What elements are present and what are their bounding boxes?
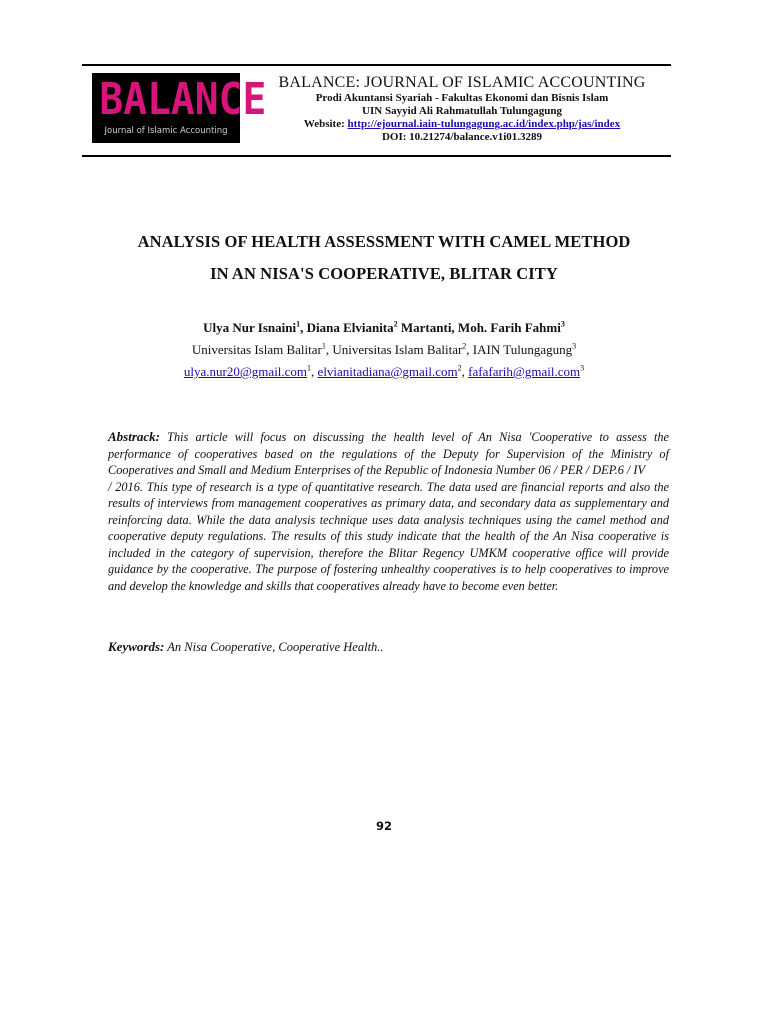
abstract-text: This article will focus on discussing the health level of An Nisa 'Cooperative to assess the performance of cooperatives based on the regulations of the Deputy for Supervision of the Ministry of Cooperatives and Small and Medium Enterprises of the Republic of Indonesia Number 06 / PER / DEP.6 / IV xyxy=(108,430,669,477)
keywords-label: Keywords: xyxy=(108,639,165,654)
journal-header xyxy=(252,74,672,144)
website-label: Website: xyxy=(303,118,348,130)
affiliation-name: IAIN Tulungagung xyxy=(472,342,573,357)
page-number: 92 xyxy=(375,819,392,833)
affiliation-sep: , xyxy=(466,342,473,357)
email-link[interactable]: fafafarih@gmail.com xyxy=(468,364,581,379)
doi-label: DOI: xyxy=(381,131,410,143)
keywords-text: An Nisa Cooperative, Cooperative Health.. xyxy=(167,640,384,654)
email-link[interactable]: elvianitadiana@gmail.com xyxy=(317,364,458,379)
paper-title-line1: ANALYSIS OF HEALTH ASSESSMENT WITH CAMEL METHOD xyxy=(137,232,631,251)
affiliation-list xyxy=(60,342,708,358)
abstract-text-continued: / 2016. This type of research is a type of quantitative research. The data used are financial reports and also the results of interviews from management cooperatives as primary data, and secondary data as supplementary and reinforcing data. While the data analysis technique uses data analysis techniques using the camel method and cooperative deputy regulations. The results of this study indicate that the health of the An Nisa cooperative is included in the category of supervision, therefore the Blitar Regency UMKM cooperative office will provide guidance by the cooperative. The purpose of fostering unhealthy cooperatives is to help cooperatives to improve and develop the knowledge and skills that cooperatives already have to become even better. xyxy=(108,479,669,593)
abstract xyxy=(108,429,669,594)
header-bottom-rule xyxy=(82,155,671,157)
journal-university: UIN Sayyid Ali Rahmatullah Tulungagung xyxy=(362,105,562,117)
abstract-label: Abstrack: xyxy=(108,429,160,444)
journal-title: BALANCE: JOURNAL OF ISLAMIC ACCOUNTING xyxy=(278,74,646,91)
affiliation-sup: 2 xyxy=(462,341,467,351)
author-name: Martanti, Moh. Farih Fahmi xyxy=(400,320,561,335)
author-sup: 1 xyxy=(296,319,301,329)
journal-doi xyxy=(252,131,672,144)
journal-program: Prodi Akuntansi Syariah - Fakultas Ekonomi dan Bisnis Islam xyxy=(315,92,609,104)
keywords xyxy=(108,639,669,655)
logo-wordmark: BALANCE xyxy=(99,74,267,125)
email-link[interactable]: ulya.nur20@gmail.com xyxy=(183,364,308,379)
email-sup: 1 xyxy=(307,363,312,373)
author-sep: , xyxy=(300,320,307,335)
author-list xyxy=(60,320,708,336)
logo-subtitle: Journal of Islamic Accounting xyxy=(104,126,228,136)
affiliation-sep: , xyxy=(325,342,333,357)
website-link[interactable]: http://ejournal.iain-tulungagung.ac.id/index.php/jas/index xyxy=(347,118,621,130)
author-name: Diana Elvianita xyxy=(306,320,394,335)
balance-logo xyxy=(92,73,267,143)
email-sup: 3 xyxy=(580,363,585,373)
author-name: Ulya Nur Isnaini xyxy=(203,320,297,335)
header-top-rule xyxy=(82,64,671,66)
affiliation-name: Universitas Islam Balitar xyxy=(191,342,322,357)
paper-title-line2: IN AN NISA'S COOPERATIVE, BLITAR CITY xyxy=(210,264,558,283)
doi-value: 10.21274/balance.v1i01.3289 xyxy=(409,131,543,143)
journal-website xyxy=(252,118,672,131)
affiliation-sup: 3 xyxy=(572,341,577,351)
author-sup: 2 xyxy=(393,319,398,329)
email-sup: 2 xyxy=(457,363,462,373)
email-sep: , xyxy=(311,364,318,379)
email-list xyxy=(60,364,708,380)
email-sep: , xyxy=(461,364,469,379)
author-sup: 3 xyxy=(560,319,565,329)
affiliation-name: Universitas Islam Balitar xyxy=(332,342,463,357)
affiliation-sup: 1 xyxy=(321,341,326,351)
